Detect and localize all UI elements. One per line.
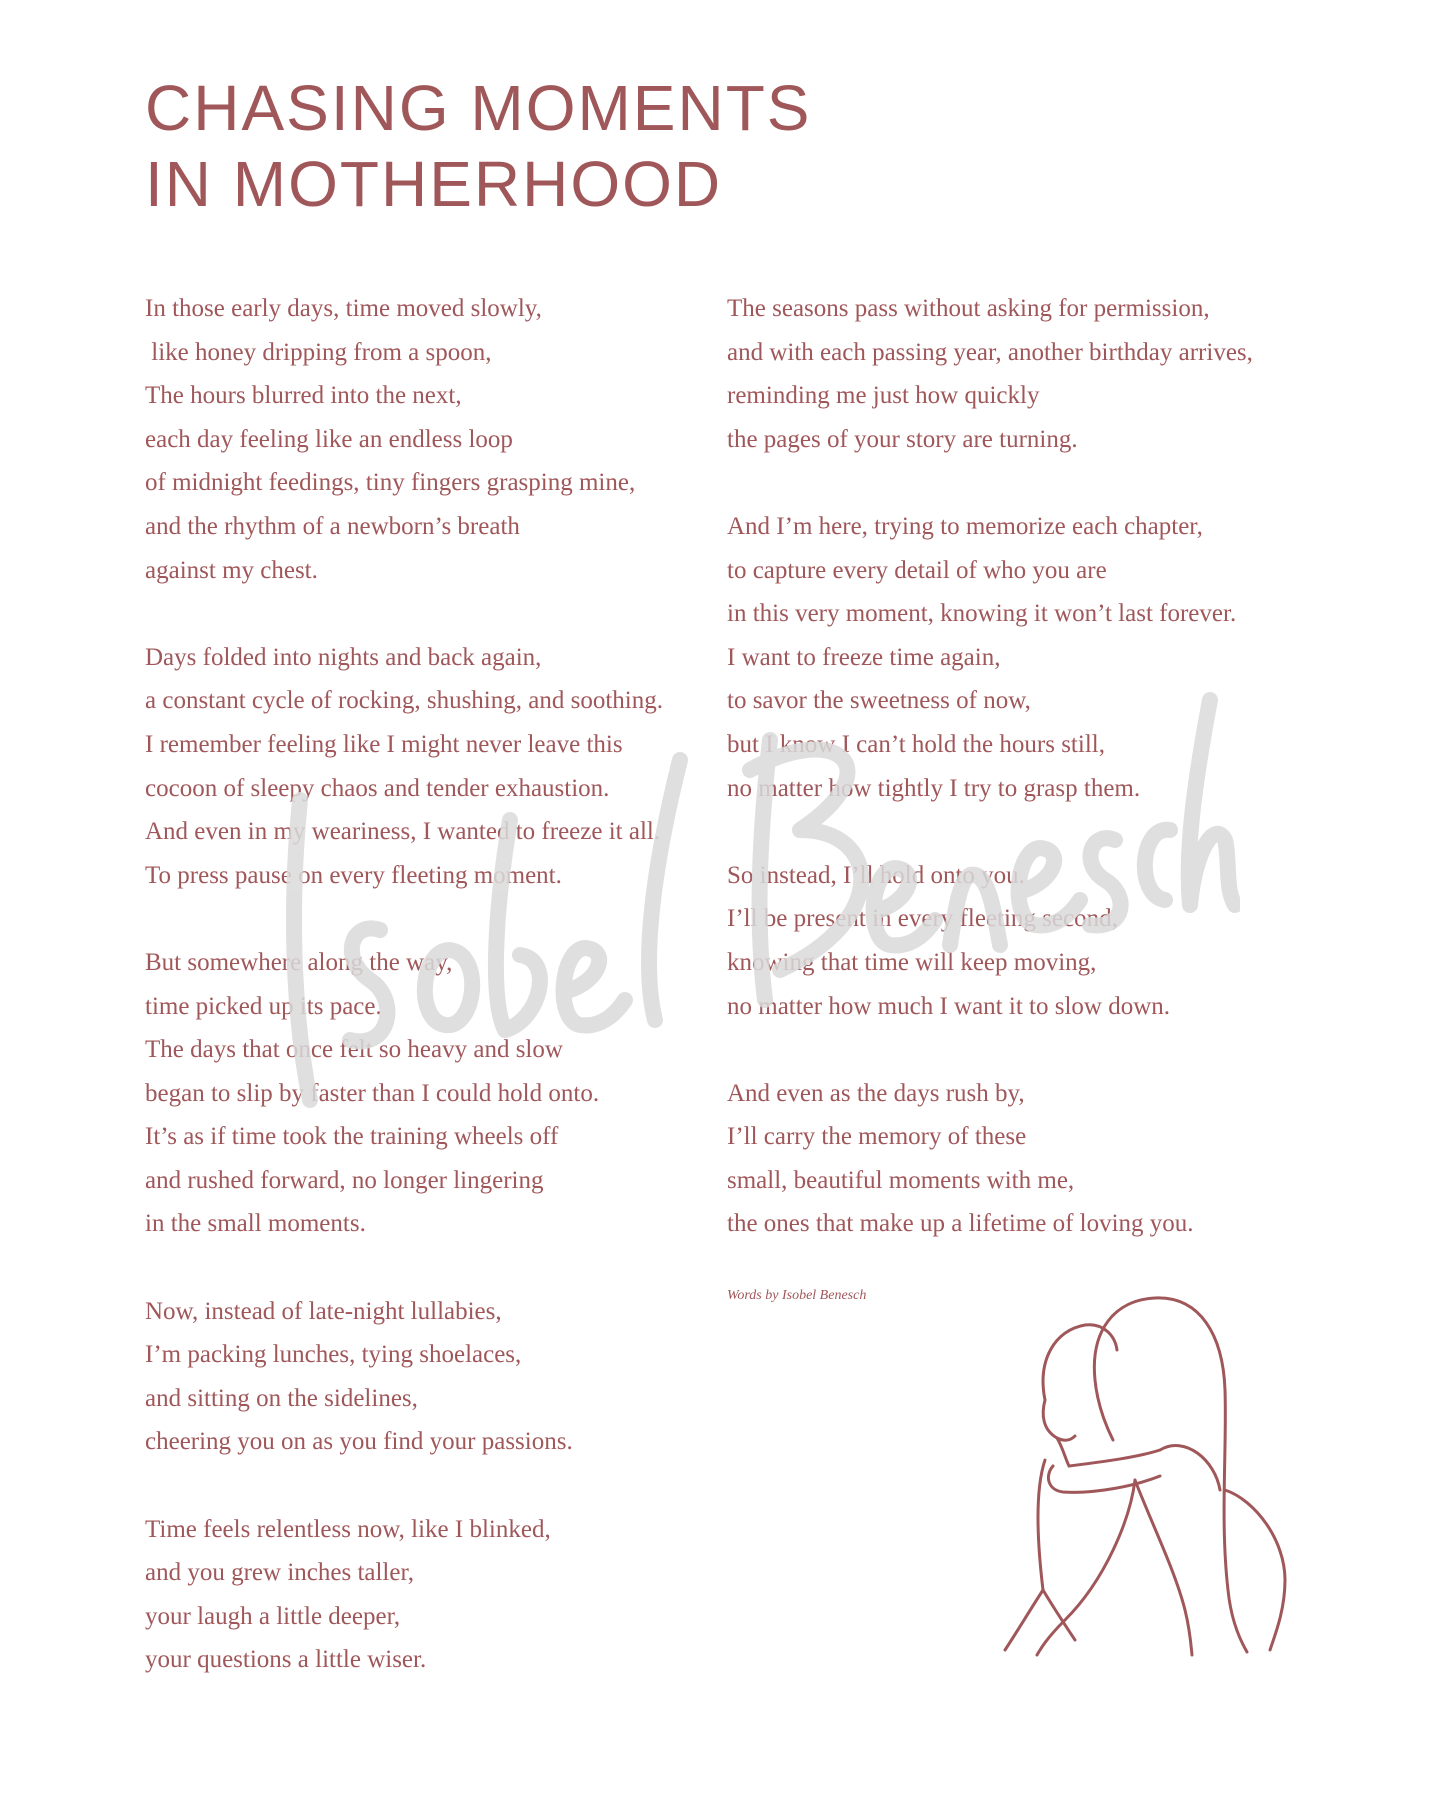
title-line-1: CHASING MOMENTS (145, 72, 812, 144)
poem-line: and the rhythm of a newborn’s breath (145, 512, 520, 540)
poem-line: the ones that make up a lifetime of loving you. (727, 1210, 1194, 1238)
poem-line: and with each passing year, another birthday arrives, (727, 338, 1253, 366)
poem-line: each day feeling like an endless loop (145, 425, 513, 453)
poem-stanza (145, 941, 715, 1246)
poem-line: began to slip by faster than I could hold onto. (145, 1079, 600, 1107)
poem-line: Now, instead of late-night lullabies, (145, 1297, 502, 1325)
author-credit: Words by Isobel Benesch (727, 1288, 867, 1303)
poem-line: and rushed forward, no longer lingering (145, 1166, 544, 1194)
poem-stanza (727, 287, 1347, 461)
poem-line: in this very moment, knowing it won’t last forever. (727, 600, 1237, 628)
poem-line: In those early days, time moved slowly, (145, 295, 542, 322)
poem-line: I’m packing lunches, tying shoelaces, (145, 1341, 522, 1369)
poem-line: a constant cycle of rocking, shushing, and soothing. (145, 687, 663, 715)
poem-left-column (145, 287, 715, 1726)
page-title (145, 70, 811, 222)
poem-line: The hours blurred into the next, (145, 382, 462, 410)
poem-line: the pages of your story are turning. (727, 425, 1078, 453)
poem-stanza (727, 505, 1347, 810)
poem-line: time picked up its pace. (145, 992, 382, 1020)
poem-line: no matter how much I want it to slow down. (727, 992, 1170, 1020)
poem-stanza (145, 636, 715, 898)
mother-child-hug-icon (985, 1290, 1315, 1660)
poem-line: I’ll carry the memory of these (727, 1123, 1027, 1151)
poem-line: small, beautiful moments with me, (727, 1166, 1075, 1194)
poem-line: I remember feeling like I might never leave this (145, 730, 623, 758)
poem-line: It’s as if time took the training wheels off (145, 1123, 559, 1151)
poem-stanza (145, 1290, 715, 1464)
poem-line: your questions a little wiser. (145, 1646, 427, 1674)
poem-line: I’ll be present in every fleeting second, (727, 905, 1118, 933)
poem-stanza (145, 1508, 715, 1682)
poem-line: cocoon of sleepy chaos and tender exhaustion. (145, 774, 610, 802)
poem-line: But somewhere along the way, (145, 948, 453, 976)
poem-line: like honey dripping from a spoon, (145, 338, 492, 366)
poem-line: So instead, I’ll hold onto you. (727, 861, 1025, 889)
title-line-2: IN MOTHERHOOD (145, 148, 723, 220)
poem-line: no matter how tightly I try to grasp them. (727, 774, 1141, 802)
poem-line: To press pause on every fleeting moment. (145, 861, 562, 889)
poem-line: your laugh a little deeper, (145, 1602, 401, 1630)
poem-line: against my chest. (145, 556, 318, 584)
poem-stanza (727, 854, 1347, 1028)
poem-line: and you grew inches taller, (145, 1559, 415, 1587)
poem-line: The seasons pass without asking for permission, (727, 295, 1210, 322)
poem-line: in the small moments. (145, 1210, 366, 1238)
poem-line: but I know I can’t hold the hours still, (727, 730, 1105, 758)
poem-right-column (727, 287, 1347, 1290)
poem-line: And I’m here, trying to memorize each chapter, (727, 512, 1203, 540)
poem-line: The days that once felt so heavy and slow (145, 1036, 563, 1064)
poem-stanza (145, 287, 715, 592)
poem-line: to capture every detail of who you are (727, 556, 1107, 584)
poem-line: to savor the sweetness of now, (727, 687, 1031, 715)
poem-line: Days folded into nights and back again, (145, 643, 542, 671)
poem-stanza (727, 1072, 1347, 1246)
poem-line: And even as the days rush by, (727, 1079, 1025, 1107)
poem-line: and sitting on the sidelines, (145, 1384, 418, 1412)
poem-line: cheering you on as you find your passions. (145, 1428, 573, 1456)
poem-line: reminding me just how quickly (727, 382, 1040, 410)
poem-line: of midnight feedings, tiny fingers grasping mine, (145, 469, 636, 497)
poem-line: knowing that time will keep moving, (727, 948, 1097, 976)
poem-line: And even in my weariness, I wanted to freeze it all. (145, 818, 661, 846)
poem-line: I want to freeze time again, (727, 643, 1001, 671)
poem-line: Time feels relentless now, like I blinked, (145, 1515, 551, 1543)
